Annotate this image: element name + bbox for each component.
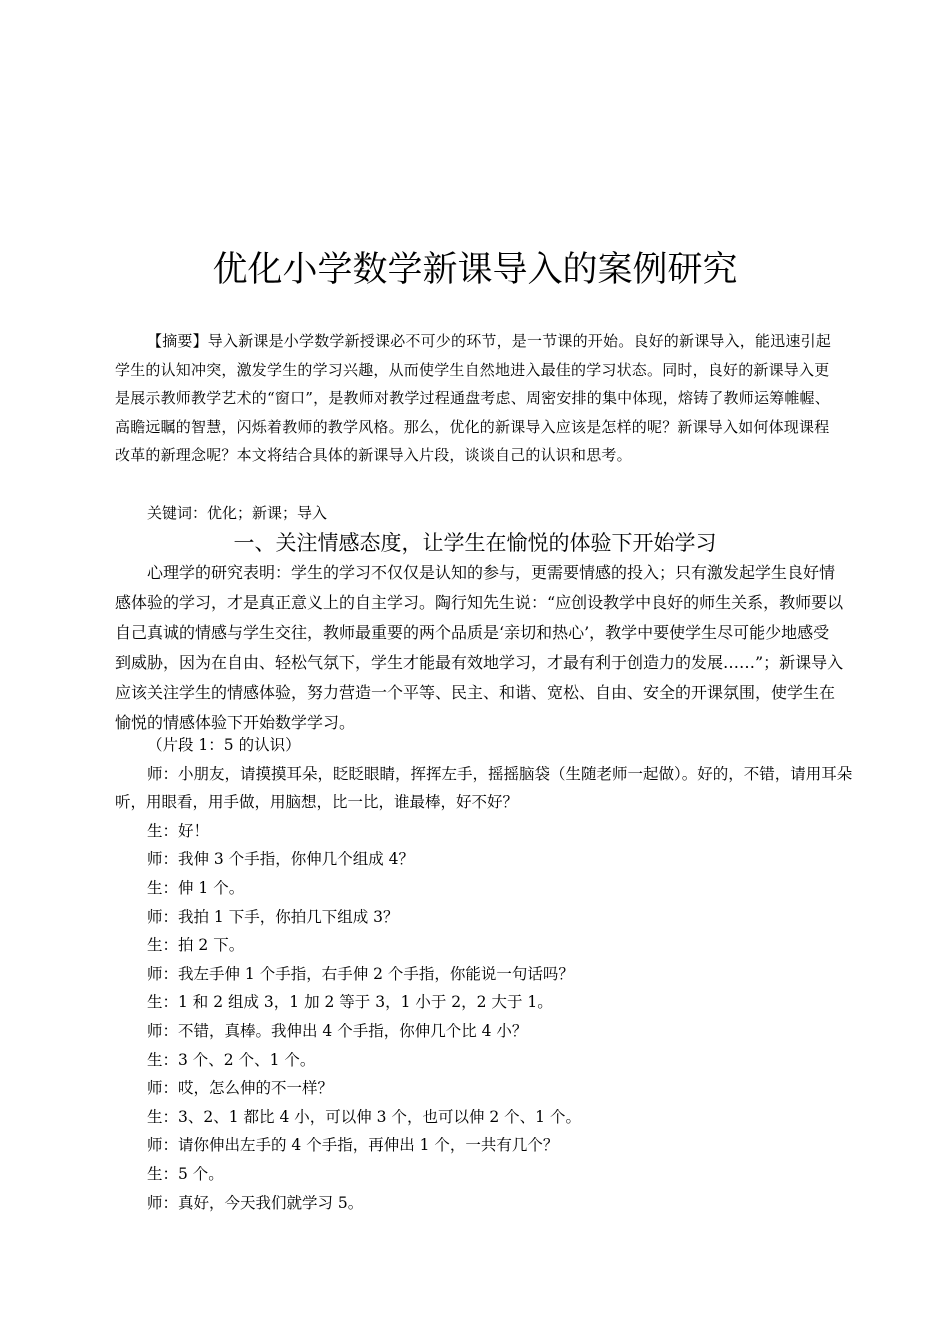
abstract-paragraph: 【摘要】导入新课是小学数学新授课必不可少的环节，是一节课的开始。良好的新课导入，能迅速引起学生的认知冲突，激发学生的学习兴趣，从而使学生自然地进入最佳的学习状态。同时，良好的新课导入更是展示教师教学艺术的“窗口”，是教师对教学过程通盘考虑、周密安排的集中体现，熔铸了教师运筹帷幄、高瞻远瞩的智慧，闪烁着教师的教学风格。那么，优化的新课导入应该是怎样的呢？新课导入如何体现课程改革的新理念呢？本文将结合具体的新课导入片段，谈谈自己的认识和思考。	[115, 332, 832, 464]
dialogue-line-student: 生：3、2、1 都比 4 小，可以伸 3 个，也可以伸 2 个、1 个。	[147, 1107, 581, 1126]
section-heading: 一、关注情感态度，让学生在愉悦的体验下开始学习	[233, 531, 717, 555]
dialogue-line-student: 生：伸 1 个。	[147, 878, 245, 897]
dialogue-line-teacher: 师：真好，今天我们就学习 5。	[147, 1193, 364, 1212]
dialogue-line-teacher: 师：哎，怎么伸的不一样？	[147, 1079, 334, 1098]
dialogue-line-segment-label: （片段 1：5 的认识）	[147, 736, 301, 754]
dialogue-line-student: 生：好！	[147, 821, 210, 840]
dialogue-line-teacher: 师：请你伸出左手的 4 个手指，再伸出 1 个，一共有几个？	[147, 1136, 559, 1155]
keywords-line: 关键词：优化；新课；导入	[147, 504, 328, 522]
dialogue-line-teacher: 师：我伸 3 个手指，你伸几个组成 4？	[147, 850, 415, 869]
dialogue-line-student: 生：1 和 2 组成 3，1 加 2 等于 3，1 小于 2，2 大于 1。	[147, 993, 553, 1012]
section-body-paragraph: 心理学的研究表明：学生的学习不仅仅是认知的参与，更需要情感的投入；只有激发起学生良好情感体验的学习，才是真正意义上的自主学习。陶行知先生说：“应创设教学中良好的师生关系，教师要以自己真诚的情感与学生交往，教师最重要的两个品质是‘亲切和热心’，教学中要使学生尽可能少地感受到威胁，因为在自由、轻松气氛下，学生才能最有效地学习，才最有利于创造力的发展……”；新课导入应该关注学生的情感体验，努力营造一个平等、民主、和谐、宽松、自由、安全的开课氛围，使学生在愉悦的情感体验下开始数学学习。	[115, 563, 844, 732]
dialogue-line-student: 生：5 个。	[147, 1164, 224, 1183]
dialogue-line-teacher: 师：我左手伸 1 个手指，右手伸 2 个手指，你能说一句话吗？	[147, 964, 574, 983]
document-title: 优化小学数学新课导入的案例研究	[212, 250, 738, 290]
dialogue-line-student: 生：3 个、2 个、1 个。	[147, 1050, 316, 1069]
dialogue-line-teacher: 师：不错，真棒。我伸出 4 个手指，你伸几个比 4 小？	[147, 1021, 528, 1040]
dialogue-line-student: 生：拍 2 下。	[147, 936, 245, 955]
dialogue-list	[115, 731, 855, 1217]
dialogue-line-teacher: 师：小朋友，请摸摸耳朵，眨眨眼睛，挥挥左手，摇摇脑袋（生随老师一起做）。好的，不错，请用耳朵听，用眼看，用手做，用脑想，比一比，谁最棒，好不好？	[115, 764, 853, 812]
dialogue-line-teacher: 师：我拍 1 下手，你拍几下组成 3？	[147, 907, 399, 926]
